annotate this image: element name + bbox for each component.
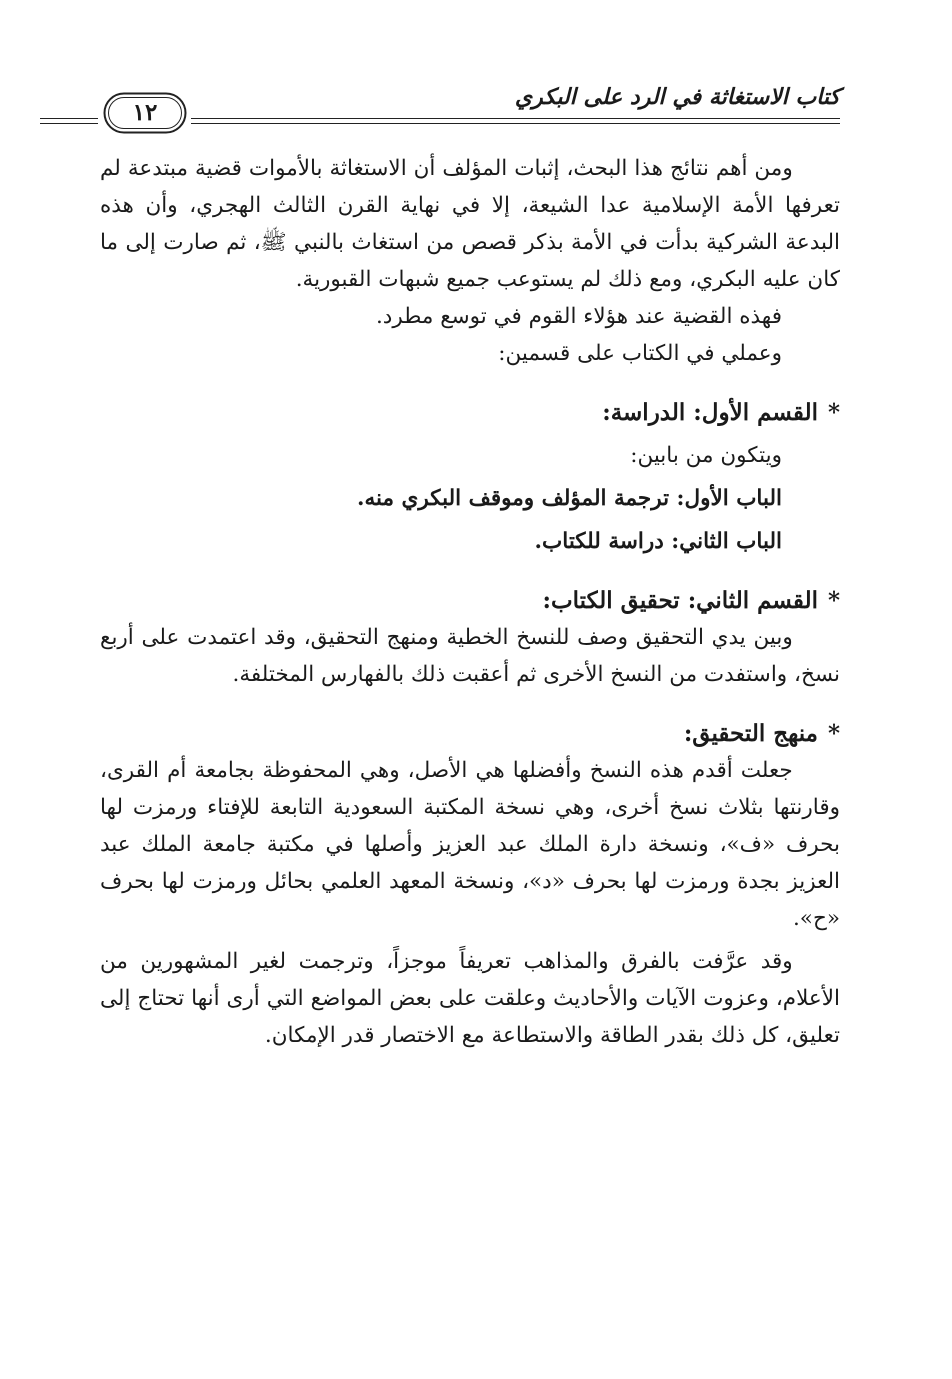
method-paragraph-2: وقد عرَّفت بالفرق والمذاهب تعريفاً موجزاً، وترجمت لغير المشهورين من الأعلام، وعزوت الآيات والأحاديث وعلقت على بعض المواضع التي أرى أنها تحتاج إلى تعليق، كل ذلك بقدر الطاقة والاستطاعة مع الاختصار قدر الإمكان. [100, 949, 840, 1048]
section-one-intro: ويتكون من بابين: [630, 443, 782, 468]
section-one-heading [100, 394, 840, 431]
work-division-line: وعملي في الكتاب على قسمين: [498, 341, 782, 366]
header-rule-bottom [191, 123, 840, 124]
bullet-star-icon: * [827, 587, 840, 614]
bullet-star-icon: * [827, 720, 840, 747]
running-title: كتاب الاستغاثة في الرد على البكري [514, 84, 840, 110]
page-body [100, 150, 840, 1054]
header-rule-top [191, 118, 840, 119]
section-two-paragraph: وبين يدي التحقيق وصف للنسخ الخطية ومنهج التحقيق، وقد اعتمدت على أربع نسخ، واستفدت من النسخ الأخرى ثم أعقبت ذلك بالفهارس المختلفة. [100, 625, 840, 687]
section-one-title: القسم الأول: الدراسة: [602, 399, 818, 426]
section-two-title: القسم الثاني: تحقيق الكتاب: [542, 587, 818, 614]
section-two-heading [100, 582, 840, 619]
chapter-two-title: الباب الثاني: دراسة للكتاب. [534, 529, 782, 554]
intro-paragraph: ومن أهم نتائج هذا البحث، إثبات المؤلف أن الاستغاثة بالأموات قضية مبتدعة لم تعرفها الأمة الإسلامية عدا الشيعة، إلا في نهاية القرن الثالث الهجري، وأن هذه البدعة الشركية بدأت في الأمة بذكر قصص من استغاث بالنبي ﷺ، ثم صارت إلى ما كان عليه البكري، ومع ذلك لم يستوعب جميع شبهات القبورية. [100, 156, 840, 292]
page-header [95, 70, 840, 140]
chapter-one-title: الباب الأول: ترجمة المؤلف وموقف البكري منه. [357, 486, 782, 511]
summary-line: فهذه القضية عند هؤلاء القوم في توسع مطرد. [375, 304, 782, 329]
method-paragraph-1: جعلت أقدم هذه النسخ وأفضلها هي الأصل، وهي المحفوظة بجامعة أم القرى، وقارنتها بثلاث نسخ أخرى، وهي نسخة المكتبة السعودية التابعة للإفتاء ورمزت لها بحرف «ف»، ونسخة دارة الملك عبد العزيز وأصلها في مكتبة جامعة الملك عبد العزيز بجدة ورمزت لها بحرف «د»، ونسخة المعهد العلمي بحائل ورمزت لها بحرف «ح». [100, 758, 840, 931]
bullet-star-icon: * [827, 399, 840, 426]
header-rule-left-bottom [40, 123, 98, 124]
method-heading [100, 715, 840, 752]
header-rule-left-top [40, 118, 98, 119]
page-number-badge [103, 92, 187, 134]
page-number: ١٢ [132, 99, 158, 126]
method-title: منهج التحقيق: [683, 720, 818, 747]
